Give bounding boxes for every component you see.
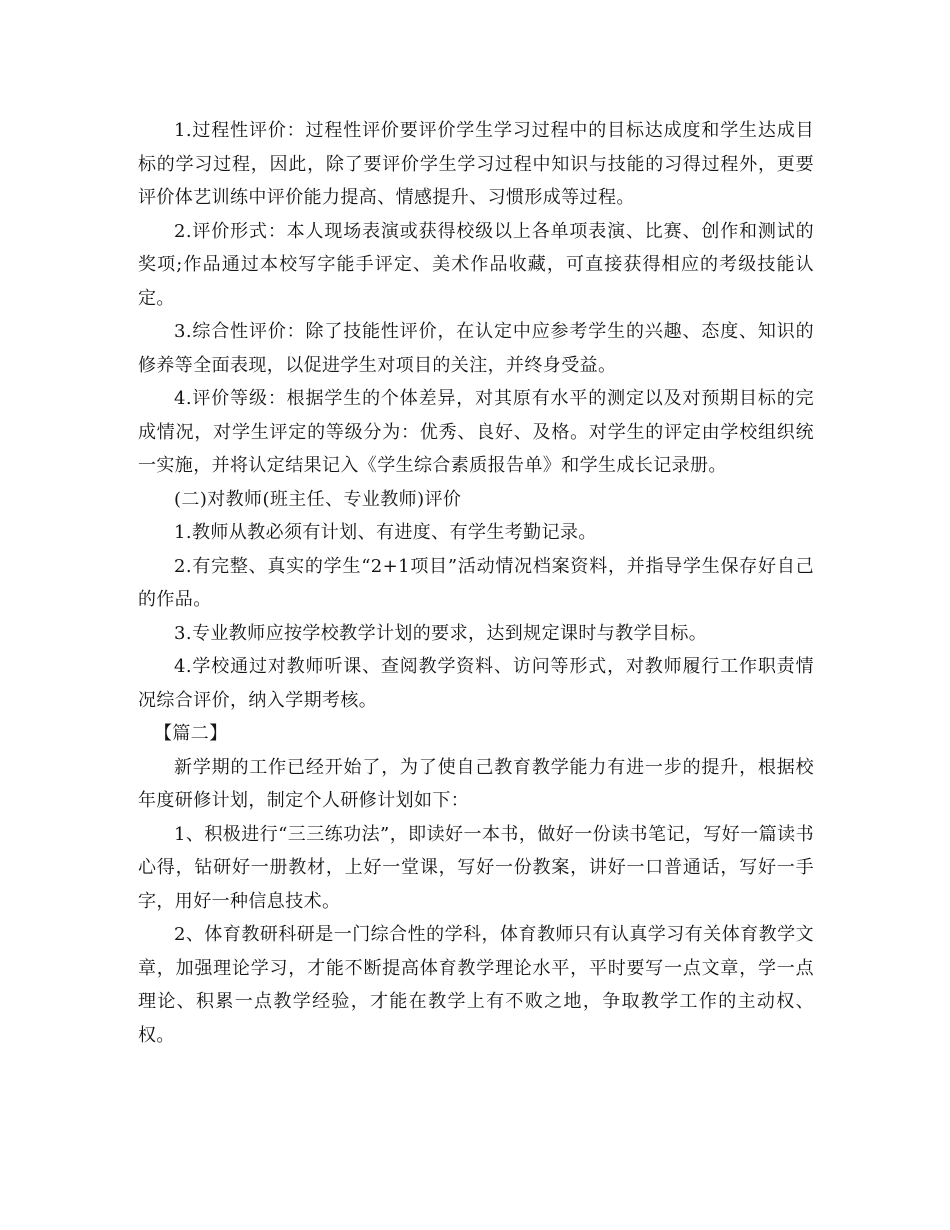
paragraph-practice-method: 1、积极进行“三三练功法”，即读好一本书，做好一份读书笔记，写好一篇读书心得，钻研好一册教材，上好一堂课，写好一份教案，讲好一口普通话，写好一手字，用好一种信息技术。 bbox=[138, 823, 814, 912]
paragraph-evaluation-grade: 4.评价等级：根据学生的个体差异，对其原有水平的测定以及对预期目标的完成情况，对学生评定的等级分为：优秀、良好、及格。对学生的评定由学校组织统一实施，并将认定结果记入《学生综合素质报告单》和学生成长记录册。 bbox=[138, 388, 814, 476]
paragraph-new-semester: 新学期的工作已经开始了，为了使自己教育教学能力有进一步的提升，根据校年度研修计划，制定个人研修计划如下： bbox=[138, 756, 814, 811]
section-heading-teacher-evaluation: (二)对教师(班主任、专业教师)评价 bbox=[174, 488, 462, 510]
document-body bbox=[138, 114, 814, 1052]
paragraph-process-evaluation: 1.过程性评价：过程性评价要评价学生学习过程中的目标达成度和学生达成目标的学习过程，因此，除了要评价学生学习过程中知识与技能的习得过程外，更要评价体艺训练中评价能力提高、情感提升、习惯形成等过程。 bbox=[138, 120, 814, 208]
paragraph-comprehensive-evaluation: 3.综合性评价：除了技能性评价，在认定中应参考学生的兴趣、态度、知识的修养等全面表现，以促进学生对项目的关注，并终身受益。 bbox=[138, 321, 814, 376]
paragraph-teacher-plan: 1.教师从教必须有计划、有进度、有学生考勤记录。 bbox=[174, 522, 597, 543]
paragraph-activity-records: 2.有完整、真实的学生“2+1项目”活动情况档案资料，并指导学生保存好自己的作品。 bbox=[138, 555, 814, 610]
paragraph-pe-research: 2、体育教研科研是一门综合性的学科，体育教师只有认真学习有关体育教学文章，加强理论学习，才能不断提高体育教学理论水平，平时要写一点文章，学一点理论、积累一点教学经验，才能在教学上有不败之地，争取教学工作的主动权、权。 bbox=[138, 924, 814, 1046]
paragraph-teacher-assessment: 4.学校通过对教师听课、查阅教学资料、访问等形式，对教师履行工作职责情况综合评价，纳入学期考核。 bbox=[138, 656, 814, 711]
paragraph-evaluation-form: 2.评价形式：本人现场表演或获得校级以上各单项表演、比赛、创作和测试的奖项;作品通过本校写字能手评定、美术作品收藏，可直接获得相应的考级技能认定。 bbox=[138, 220, 814, 309]
paragraph-teaching-goals: 3.专业教师应按学校教学计划的要求，达到规定课时与教学目标。 bbox=[174, 622, 708, 644]
section-heading-part-two: 【篇二】 bbox=[154, 723, 228, 744]
